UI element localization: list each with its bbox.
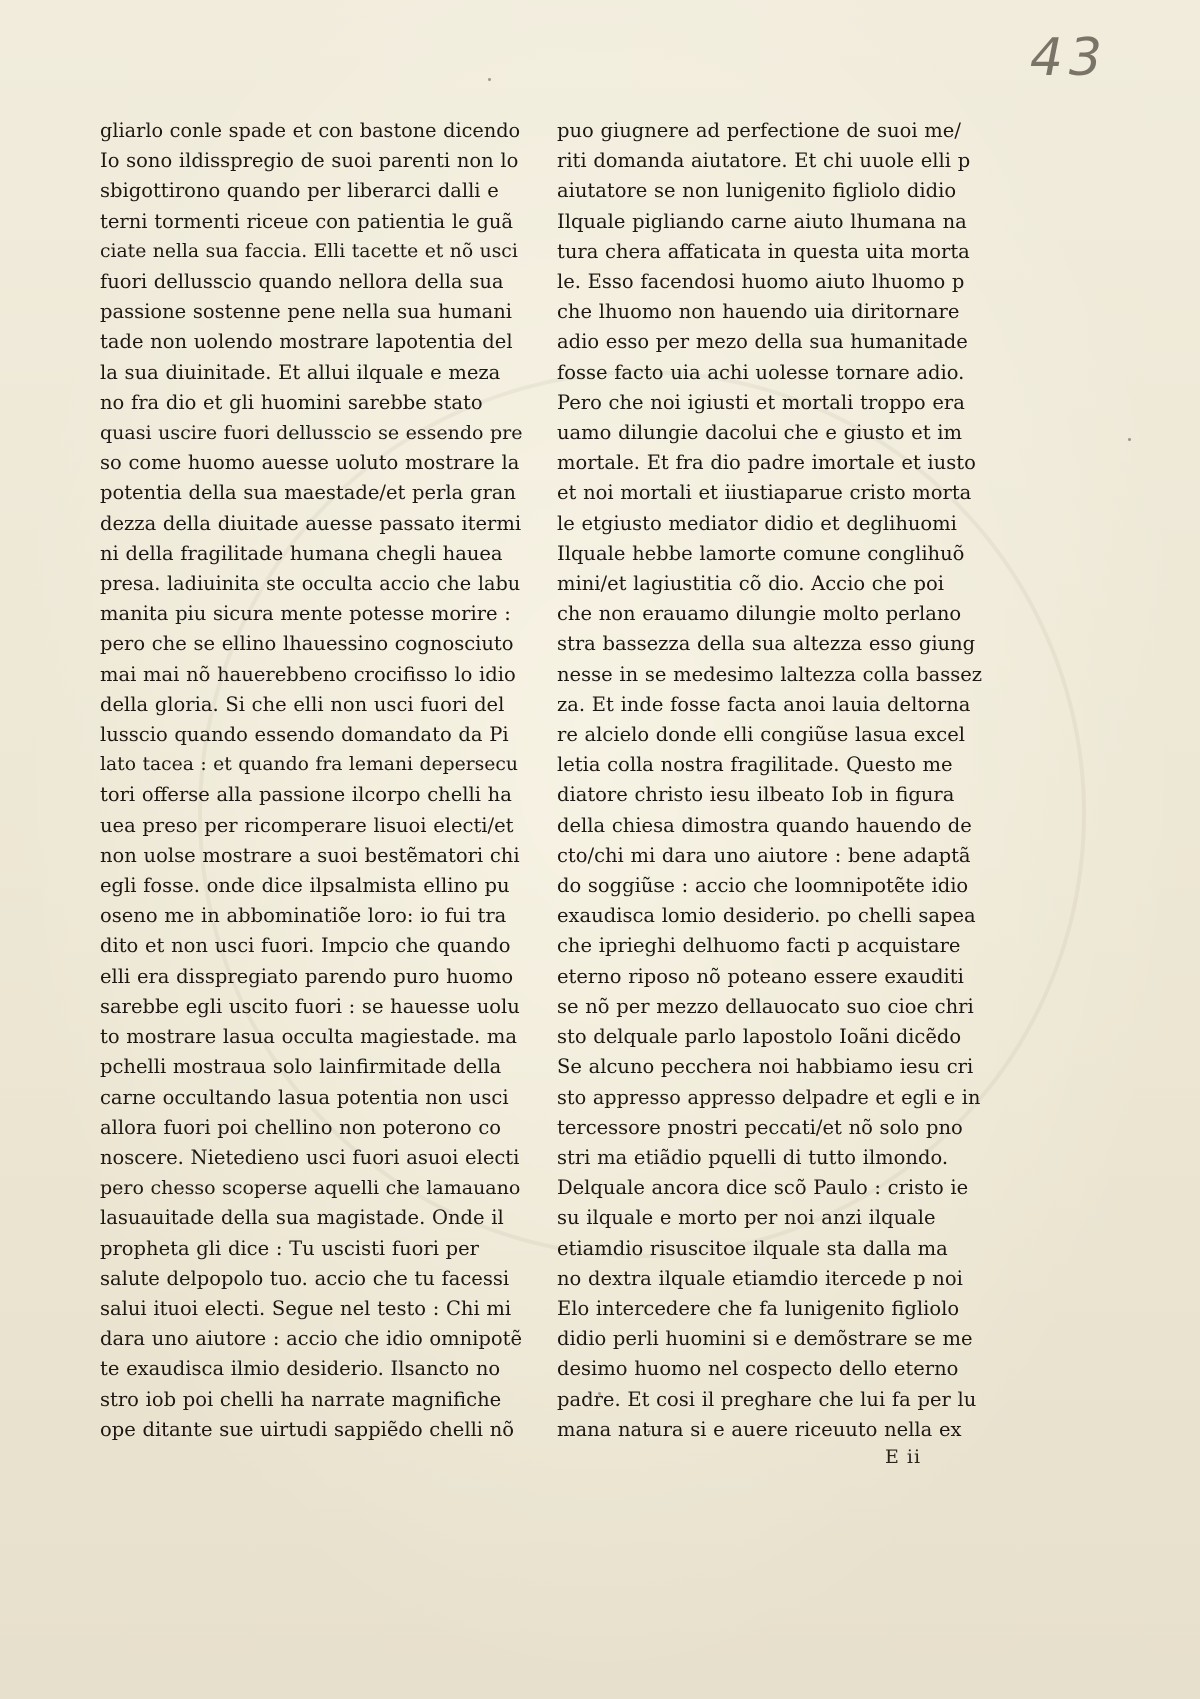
paper-speck — [648, 1430, 651, 1433]
signature-mark: E ii — [885, 1446, 922, 1468]
text-line: Pero che noi igiusti et mortali troppo era — [557, 390, 965, 414]
text-line: mana natura si e auere riceuuto nella ex — [557, 1417, 962, 1441]
text-line: letia colla nostra fragilitade. Questo me — [557, 753, 953, 777]
text-line: pero chesso scoperse aquelli che lamauano — [100, 1177, 521, 1200]
paper-speck — [598, 1392, 601, 1395]
text-line: della chiesa dimostra quando hauendo de — [557, 813, 972, 837]
text-line: della gloria. Si che elli non usci fuori del — [100, 692, 505, 716]
text-line: eterno riposo nõ poteano essere exauditi — [557, 964, 964, 988]
text-line: lusscio quando essendo domandato da Pi — [100, 723, 509, 747]
text-line: pero che se ellino lhauessino cognosciuto — [100, 632, 514, 656]
text-line: diatore christo iesu ilbeato Iob in figura — [557, 783, 955, 807]
text-line: didio perli huomini si e demõstrare se me — [557, 1327, 973, 1351]
text-line: Delquale ancora dice scõ Paulo : cristo ie — [557, 1176, 969, 1200]
text-line: propheta gli dice : Tu uscisti fuori per — [100, 1236, 479, 1260]
text-line: stro iob poi chelli ha narrate magnifiche — [100, 1387, 502, 1411]
text-line: tori offerse alla passione ilcorpo chelli ha — [100, 783, 512, 807]
text-line: ope ditante sue uirtudi sappiẽdo chelli nõ — [100, 1417, 515, 1441]
text-line: exaudisca lomio desiderio. po chelli sapea — [557, 904, 976, 928]
text-line: no fra dio et gli huomini sarebbe stato — [100, 390, 483, 414]
text-line: riti domanda aiutatore. Et chi uuole elli p — [557, 149, 971, 173]
text-line: le. Esso facendosi huomo aiuto lhuomo p — [557, 270, 965, 294]
text-line: che lhuomo non hauendo uia diritornare — [557, 300, 960, 324]
text-line: ciate nella sua faccia. Elli tacette et nõ usci — [100, 240, 518, 262]
text-line: mortale. Et fra dio padre imortale et iusto — [557, 451, 976, 475]
text-line: che iprieghi delhuomo facti p acquistare — [557, 934, 961, 958]
text-line: za. Et inde fosse facta anoi lauia deltorna — [557, 692, 971, 716]
text-line: fuori dellusscio quando nellora della sua — [100, 270, 504, 294]
text-line: cto/chi mi dara uno aiutore : bene adaptã — [557, 843, 971, 867]
text-line: quasi uscire fuori dellusscio se essendo pre — [100, 422, 522, 445]
text-line: stra bassezza della sua altezza esso giung — [557, 632, 976, 656]
text-line: sto appresso appresso delpadre et egli e in — [557, 1085, 981, 1109]
text-line: lato tacea : et quando fra lemani depersecu — [100, 754, 518, 776]
text-line: etiamdio risuscitoe ilquale sta dalla ma — [557, 1236, 948, 1260]
text-line: dito et non usci fuori. Impcio che quando — [100, 934, 511, 958]
right-text-column — [557, 116, 982, 1486]
text-line: dezza della diuitade auesse passato itermi — [100, 511, 522, 535]
text-line: salute delpopolo tuo. accio che tu facessi — [100, 1266, 510, 1290]
text-line: nesse in se medesimo laltezza colla bassez — [557, 662, 982, 686]
folio-number: 43 — [1029, 28, 1108, 88]
text-line: Io sono ildisspregio de suoi parenti non lo — [100, 149, 519, 173]
text-line: ni della fragilitade humana chegli hauea — [100, 541, 503, 565]
text-line: uamo dilungie dacolui che e giusto et im — [557, 421, 962, 445]
text-line: elli era disspregiato parendo puro huomo — [100, 964, 514, 988]
text-line: salui ituoi electi. Segue nel testo : Chi mi — [100, 1296, 512, 1320]
text-line: re alcielo donde elli congiũse lasua excel — [557, 723, 965, 747]
text-line: et noi mortali et iiustiaparue cristo morta — [557, 481, 972, 505]
text-line: tercessore pnostri peccati/et nõ solo pno — [557, 1115, 963, 1139]
text-line: su ilquale e morto per noi anzi ilquale — [557, 1206, 936, 1230]
text-line: adio esso per mezo della sua humanitade — [557, 330, 968, 354]
text-line: che non erauamo dilungie molto perlano — [557, 602, 962, 626]
text-line: Ilquale pigliando carne aiuto lhumana na — [557, 209, 967, 233]
text-line: osenо me in abbominatiõe loro: io fui tra — [100, 904, 507, 928]
text-line: se nõ per mezzo dellauocato suo cioe chri — [557, 994, 974, 1018]
text-line: tura chera affaticata in questa uita morta — [557, 239, 970, 263]
text-line: Ilquale hebbe lamorte comune conglihuõ — [557, 541, 965, 565]
text-line: carne occultando lasua potentia non usci — [100, 1085, 509, 1109]
text-line: uea preso per ricomperare lisuoi electi/et — [100, 813, 514, 837]
text-line: mai mai nõ hauerebbeno crocifisso lo idio — [100, 662, 516, 686]
paper-speck — [1128, 438, 1131, 441]
text-line: puo giugnere ad perfectione de suoi me/ — [557, 119, 961, 142]
text-line: aiutatore se non lunigenito figliolo didio — [557, 179, 957, 203]
text-line: to mostrare lasua occulta magiestade. ma — [100, 1025, 518, 1049]
text-line: sto delquale parlo lapostolo Ioãni dicẽdo — [557, 1025, 962, 1049]
text-line: Se alcuno peccherа noi habbiamo iesu cri — [557, 1055, 974, 1079]
text-line: non uolse mostrare a suoi bestẽmatori chi — [100, 843, 520, 867]
text-line: egli fosse. onde dice ilpsalmista ellino pu — [100, 874, 510, 898]
text-line: manita piu sicura mente potesse morire : — [100, 602, 511, 626]
text-line: tade non uolendo mostrare lapotentia del — [100, 330, 513, 354]
text-line: do soggiũse : accio che loomnipotẽte idio — [557, 874, 969, 898]
text-line: gliarlo conle spade et con bastone dicendo — [100, 119, 521, 142]
text-line: lasuauitade della sua magistade. Onde il — [100, 1206, 504, 1230]
text-line: padre. Et cosi il preghare che lui fa per lu — [557, 1387, 977, 1411]
text-line: le etgiusto mediator didio et deglihuomi — [557, 511, 957, 535]
text-line: terni tormenti riceue con patientia le guã — [100, 209, 514, 233]
text-line: desimo huomo nel cospecto dello eterno — [557, 1357, 959, 1381]
text-line: passione sostenne pene nella sua humani — [100, 300, 513, 324]
text-line: la sua diuinitade. Et allui ilquale e meza — [100, 360, 501, 384]
text-line: te exaudisca ilmio desiderio. Ilsancto no — [100, 1357, 501, 1381]
paper-speck — [488, 78, 491, 81]
text-line: no dextra ilquale etiamdio itercede p noi — [557, 1266, 963, 1290]
text-line: sarebbe egli uscito fuori : se hauesse uolu — [100, 994, 520, 1018]
text-line: allora fuori poi chellino non poterono co — [100, 1115, 502, 1139]
text-line: mini/et lagiustitia cõ dio. Accio che poi — [557, 572, 944, 596]
text-line: noscere. Nietedieno usci fuori asuoi electi — [100, 1145, 520, 1169]
text-line: fosse facto uia achi uolesse tornare adio. — [557, 360, 965, 384]
text-line: sbigottirono quando per liberarci dalli e — [100, 179, 499, 203]
text-line: Elo intercedere che fa lunigenito figliolo — [557, 1296, 960, 1320]
text-line: potentia della sua maestade/et perla gran — [100, 481, 516, 505]
text-line: so come huomo auesse uoluto mostrare la — [100, 451, 520, 475]
text-line: stri ma etiãdio pquelli di tutto ilmondo. — [557, 1145, 949, 1169]
text-line: pchelli mostraua solo lainfirmitade della — [100, 1055, 502, 1079]
text-line: dara uno aiutore : accio che idio omnipotẽ — [100, 1327, 522, 1351]
text-line: presa. ladiuinita ste occulta accio che labu — [100, 572, 521, 596]
left-text-column — [100, 116, 522, 1486]
